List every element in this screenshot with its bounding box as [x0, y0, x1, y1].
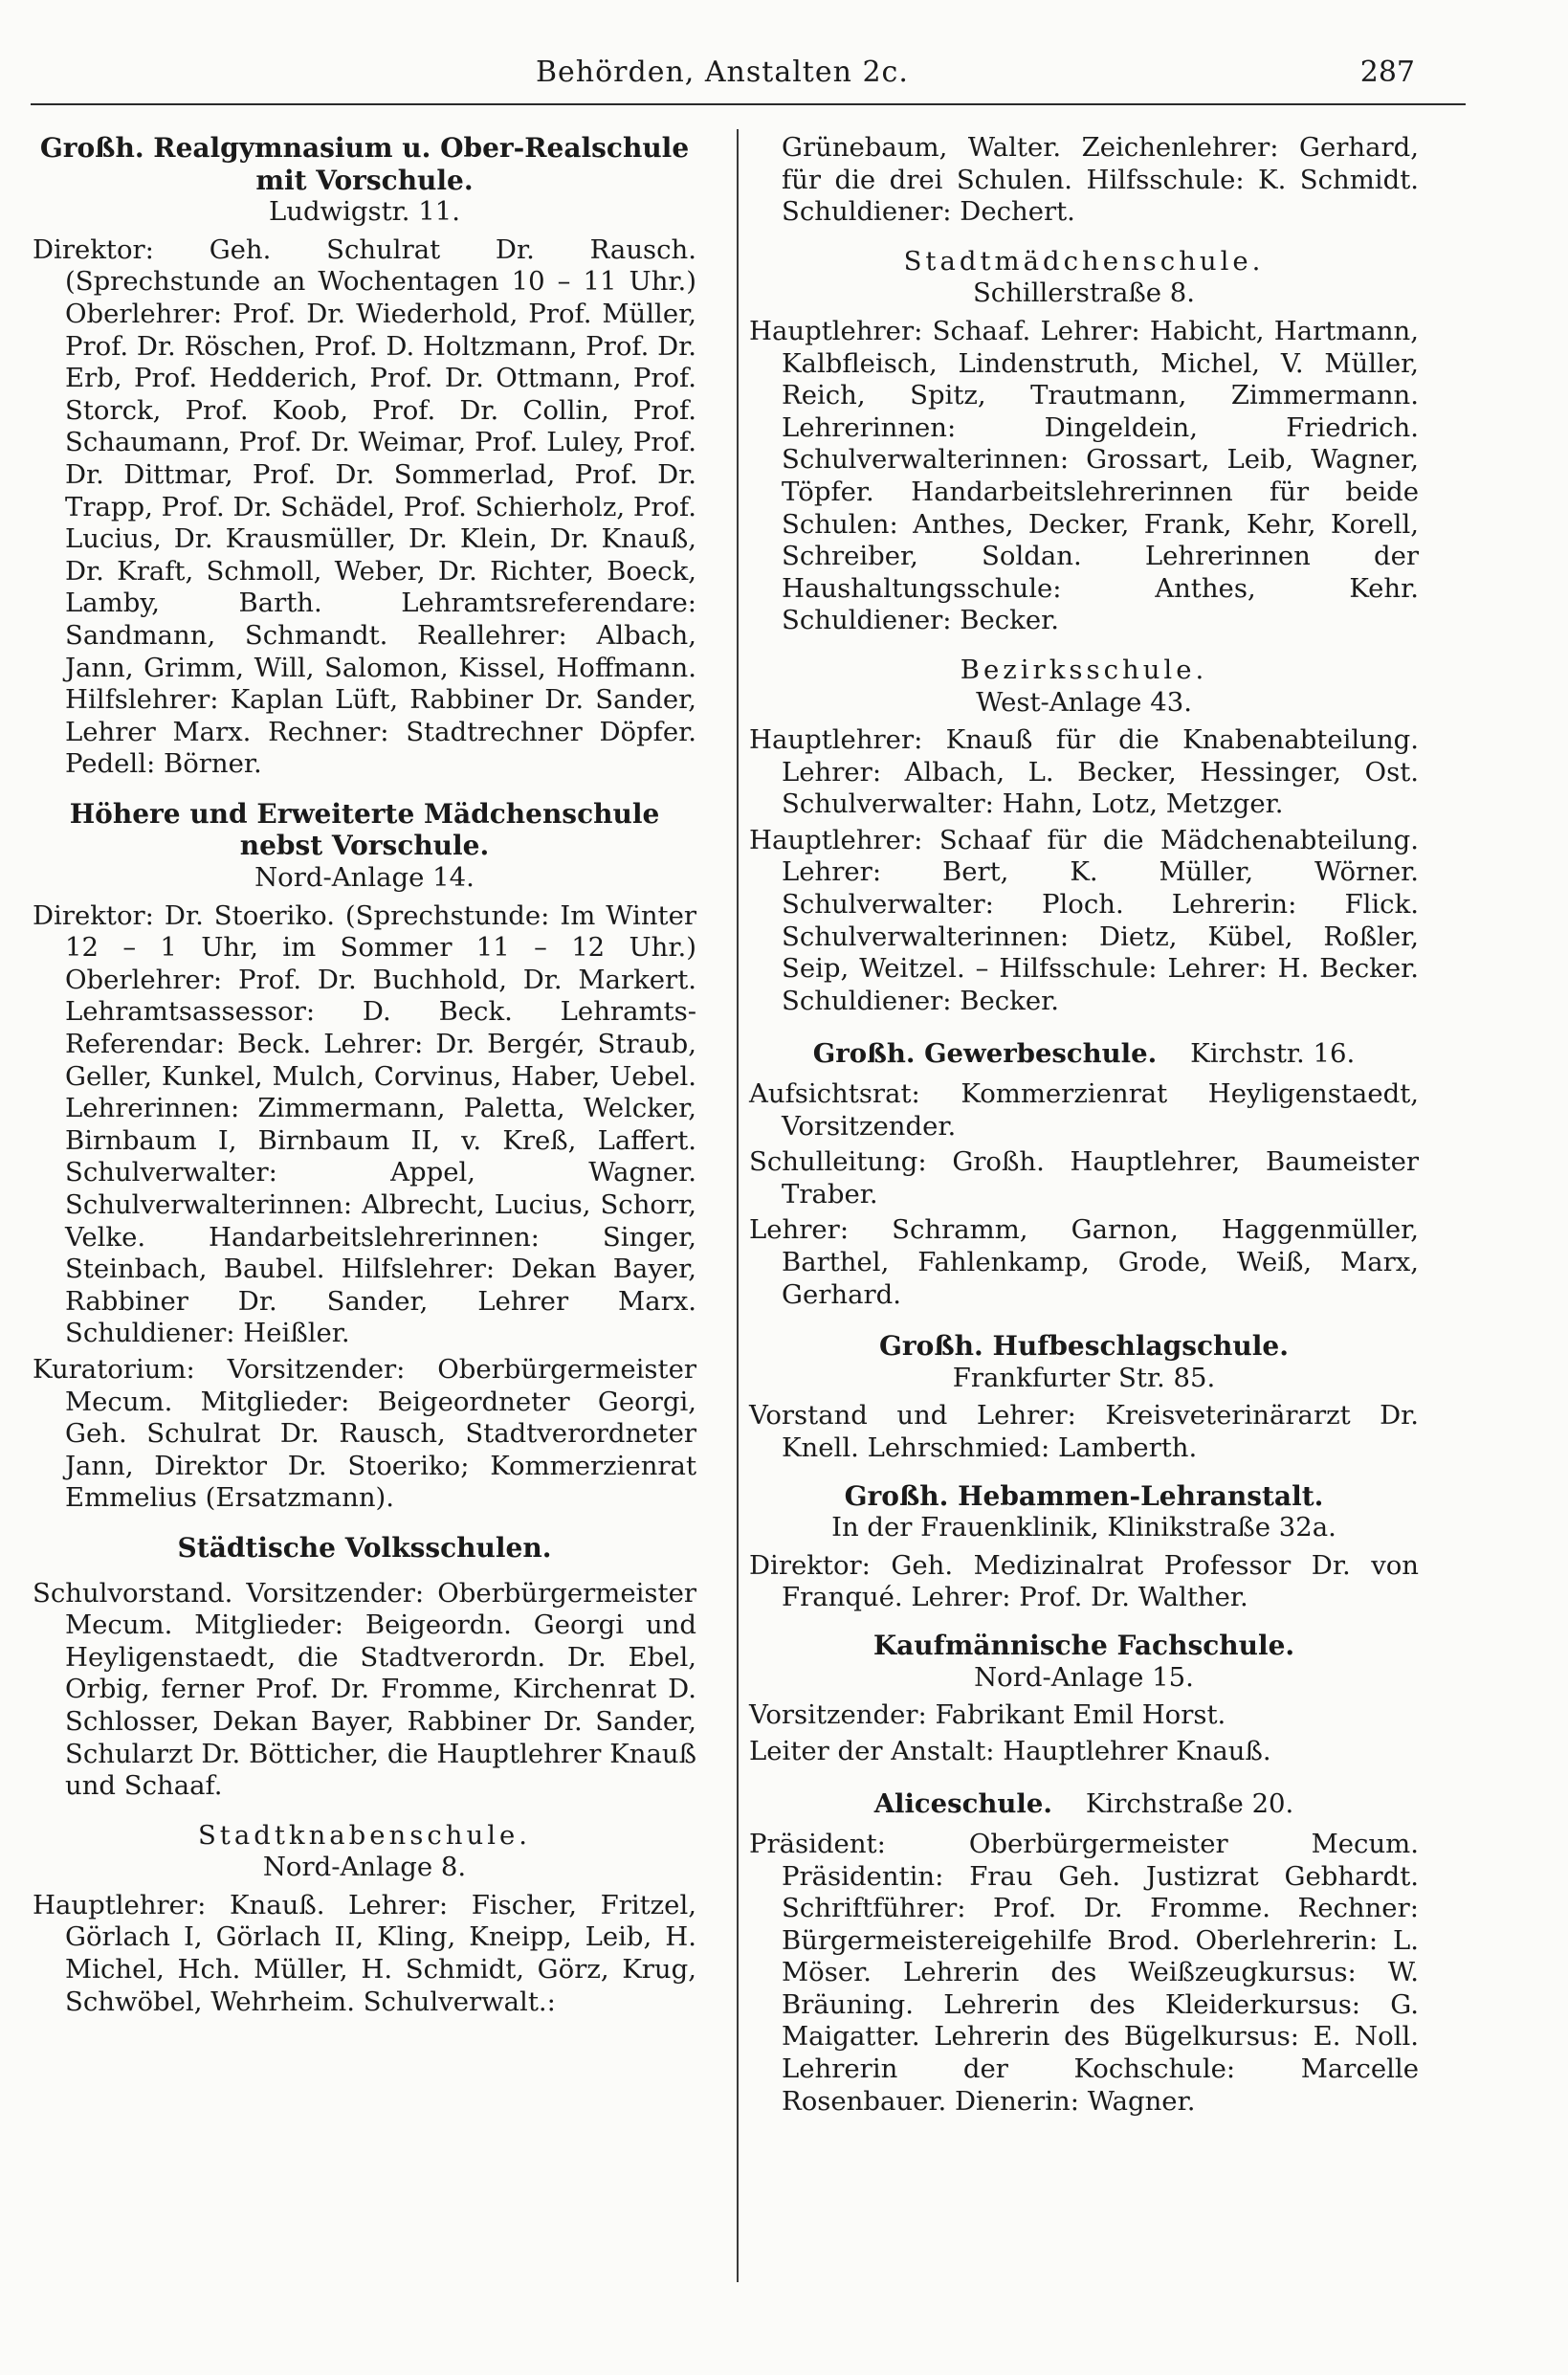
subsection-title: Stadtknabenschule. — [197, 1819, 532, 1851]
section-stadtmaedchenschule — [749, 246, 1419, 637]
section-bezirksschule — [749, 655, 1419, 1018]
section-title: Großh. Gewerbeschule. — [812, 1038, 1158, 1070]
section-address: West-Anlage 43. — [976, 686, 1192, 718]
section-volksschulen — [33, 1532, 696, 2018]
section-hufbeschlagschule — [749, 1330, 1419, 1464]
section-gewerbeschule — [749, 1038, 1419, 1311]
lehrer-text: Lehrer: Schramm, Garnon, Haggenmüller, Barthel, Fahlenkamp, Grode, Weiß, Marx, Gerhard. — [749, 1214, 1419, 1310]
section-realgymnasium — [33, 132, 696, 781]
section-text: Vorsitzender: Fabrikant Emil Horst. — [749, 1699, 1226, 1731]
left-column — [33, 132, 696, 2022]
running-title: Behörden, Anstalten 2c. — [536, 55, 909, 89]
section-text: Direktor: Dr. Stoeriko. (Sprechstunde: Im Winter 12 – 1 Uhr, im Sommer 11 – 12 Uhr.) Oberlehrer: Prof. Dr. Buchhold, Dr. Markert. Lehramtsassessor: D. Beck. Lehramts-Referendar: Beck. Lehrer: Dr. Bergér, Straub, Geller, Kunkel, Mulch, Corvinus, Haber, Uebel. Lehrerinnen: Zimmermann, Paletta, Welcker, Birnbaum I, Birnbaum II, v. Kreß, Laffert. Schulverwalter: Appel, Wagner. Schulverwalterinnen: Albrecht, Lucius, Schorr, Velke. Handarbeitslehrerinnen: Singer, Steinbach, Baubel. Hilfslehrer: Dekan Bayer, Rabbiner Dr. Sander, Lehrer Marx. Schuldiener: Heißler. — [33, 899, 696, 1349]
aufsichtsrat-text: Aufsichtsrat: Kommerzienrat Heyligenstaedt, Vorsitzender. — [749, 1078, 1419, 1142]
section-address: Nord-Anlage 15. — [974, 1661, 1194, 1693]
subsection-address: Nord-Anlage 8. — [262, 1852, 467, 1883]
section-text: Hauptlehrer: Schaaf. Lehrer: Habicht, Hartmann, Kalbfleisch, Lindenstruth, Michel, V. Müller, Reich, Spitz, Trautmann, Zimmermann. Lehrerinnen: Dingeldein, Friedrich. Schulverwalterinnen: Grossart, Leib, Wagner, Töpfer. Handarbeitslehrerinnen für beide Schulen: Anthes, Decker, Frank, Kehr, Korell, Schreiber, Soldan. Lehrerinnen der Haushaltungsschule: Anthes, Kehr. Schuldiener: Becker. — [749, 315, 1419, 636]
kuratorium-text: Kuratorium: Vorsitzender: Oberbürgermeister Mecum. Mitglieder: Beigeordneter Georgi, Geh. Schulrat Dr. Rausch, Stadtverordneter Jann, Direktor Dr. Stoeriko; Kommerzienrat Emmelius (Ersatzmann). — [33, 1353, 696, 1514]
section-text: Hauptlehrer: Knauß für die Knabenabteilung. Lehrer: Albach, L. Becker, Hessinger, Ost. Schulverwalter: Hahn, Lotz, Metzger. — [749, 724, 1419, 820]
section-title: Höhere und Erweiterte Mädchenschule — [69, 797, 660, 830]
section-kaufmaennische-fachschule — [749, 1630, 1419, 1767]
section-text: Präsident: Oberbürgermeister Mecum. Präsidentin: Frau Geh. Justizrat Gebhardt. Schriftführer: Prof. Dr. Fromme. Rechner: Bürgermeistereigehilfe Brod. Oberlehrerin: L. Möser. Lehrerin des Weißzeugkursus: W. Bräuning. Lehrerin des Kleiderkursus: G. Maigatter. Lehrerin des Bügelkursus: E. Noll. Lehrerin der Kochschule: Marcelle Rosenbauer. Dienerin: Wagner. — [749, 1828, 1419, 2117]
section-title-cont: mit Vorschule. — [255, 164, 474, 196]
section-aliceschule — [749, 1788, 1419, 2118]
section-address: Schillerstraße 8. — [972, 277, 1196, 309]
section-hebammen-lehranstalt — [749, 1480, 1419, 1614]
schulleitung-text: Schulleitung: Großh. Hauptlehrer, Baumeister Traber. — [749, 1146, 1419, 1210]
section-title: Städtische Volksschulen. — [177, 1531, 552, 1564]
section-maedchenschule — [33, 798, 696, 1515]
section-address: Nord-Anlage 14. — [254, 862, 475, 894]
section-title: Stadtmädchenschule. — [903, 245, 1265, 277]
continued-text: Grünebaum, Walter. Zeichenlehrer: Gerhard, für die drei Schulen. Hilfsschule: K. Schmidt. Schuldiener: Dechert. — [782, 132, 1419, 228]
section-title: Bezirksschule. — [960, 654, 1208, 685]
section-text-2: Hauptlehrer: Schaaf für die Mädchenabteilung. Lehrer: Bert, K. Müller, Wörner. Schulverwalter: Ploch. Lehrerin: Flick. Schulverwalterinnen: Dietz, Kübel, Roßler, Seip, Weitzel. – Hilfsschule: Lehrer: H. Becker. Schuldiener: Becker. — [749, 824, 1419, 1016]
section-title: Großh. Hufbeschlagschule. — [879, 1330, 1289, 1363]
section-text-2: Leiter der Anstalt: Hauptlehrer Knauß. — [749, 1735, 1271, 1766]
section-title-cont: nebst Vorschule. — [239, 830, 490, 862]
section-address: In der Frauenklinik, Klinikstraße 32a. — [831, 1512, 1336, 1543]
section-title: Kaufmännische Fachschule. — [872, 1629, 1295, 1661]
section-text: Direktor: Geh. Schulrat Dr. Rausch. (Sprechstunde an Wochentagen 10 – 11 Uhr.) Oberlehrer: Prof. Dr. Wiederhold, Prof. Müller, Prof. Dr. Röschen, Prof. D. Holtzmann, Prof. Dr. Erb, Prof. Hedderich, Prof. Dr. Ottmann, Prof. Storck, Prof. Koob, Prof. Dr. Collin, Prof. Schaumann, Prof. Dr. Weimar, Prof. Luley, Prof. Dr. Dittmar, Prof. Dr. Sommerlad, Prof. Dr. Trapp, Prof. Dr. Schädel, Prof. Schierholz, Prof. Lucius, Dr. Krausmüller, Dr. Klein, Dr. Knauß, Dr. Kraft, Schmoll, Weber, Dr. Richter, Boeck, Lamby, Barth. Lehramtsreferendare: Sandmann, Schmandt. Reallehrer: Albach, Jann, Grimm, Will, Salomon, Kissel, Hoffmann. Hilfslehrer: Kaplan Lüft, Rabbiner Dr. Sander, Lehrer Marx. Rechner: Stadtrechner Döpfer. Pedell: Börner. — [33, 233, 696, 780]
section-title: Großh. Realgymnasium u. Ober-Realschule — [39, 132, 690, 164]
section-heading — [749, 1038, 1419, 1071]
section-address: Kirchstraße 20. — [1085, 1788, 1294, 1820]
section-address: Frankfurter Str. 85. — [952, 1362, 1216, 1393]
page-number: 287 — [1359, 55, 1415, 89]
column-divider — [737, 129, 739, 2282]
section-title: Aliceschule. — [873, 1788, 1052, 1820]
header-rule — [31, 103, 1466, 105]
schulvorstand-text: Schulvorstand. Vorsitzender: Oberbürgermeister Mecum. Mitglieder: Beigeordn. Georgi und Heyligenstaedt, die Stadtverordn. Dr. Ebel, Orbig, ferner Prof. Dr. Fromme, Kirchenrat D. Schlosser, Dekan Bayer, Rabbiner Dr. Sander, Schularzt Dr. Bötticher, die Hauptlehrer Knauß und Schaaf. — [33, 1577, 696, 1802]
section-address: Ludwigstr. 11. — [268, 196, 461, 228]
section-text: Hauptlehrer: Knauß. Lehrer: Fischer, Fritzel, Görlach I, Görlach II, Kling, Kneipp, Leib, H. Michel, Hch. Müller, H. Schmidt, Görz, Krug, Schwöbel, Wehrheim. Schulverwalt.: — [33, 1889, 696, 2017]
section-address: Kirchstr. 16. — [1190, 1038, 1356, 1070]
section-title: Großh. Hebammen-Lehranstalt. — [844, 1479, 1324, 1512]
section-text: Direktor: Geh. Medizinalrat Professor Dr. von Franqué. Lehrer: Prof. Dr. Walther. — [749, 1549, 1419, 1613]
section-text: Vorstand und Lehrer: Kreisveterinärarzt Dr. Knell. Lehrschmied: Lamberth. — [749, 1400, 1419, 1463]
right-column — [749, 132, 1419, 2121]
section-heading — [749, 1788, 1419, 1821]
